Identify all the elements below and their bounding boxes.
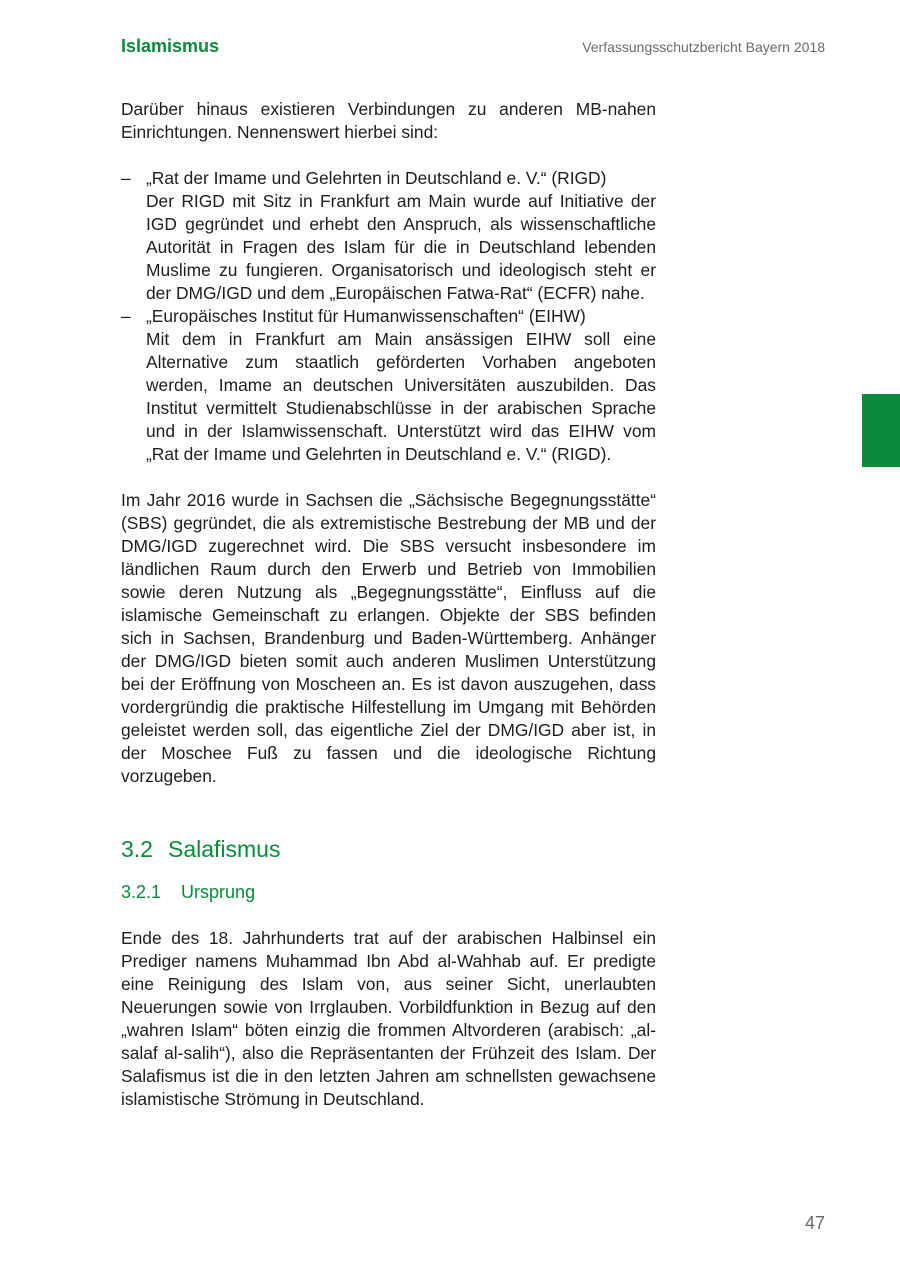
subsection-heading <box>121 880 656 904</box>
running-header-report: Verfassungsschutzbericht Bayern 2018 <box>582 39 825 55</box>
list-item <box>121 167 656 305</box>
page-number: 47 <box>804 1213 825 1233</box>
section-heading <box>121 834 656 864</box>
page-body <box>121 98 656 1111</box>
sbs-paragraph: Im Jahr 2016 wurde in Sachsen die „Sächsische Begegnungsstätte“ (SBS) gegründet, die als extremistische Bestrebung der MB und der DMG/IGD zugerechnet wird. Die SBS versucht insbesondere im ländlichen Raum durch den Erwerb und Betrieb von Immobilien sowie deren Nutzung als „Begegnungsstätte“, Einfluss auf die islamische Gemeinschaft zu erlangen. Objekte der SBS befinden sich in Sachsen, Brandenburg und Baden-Württemberg. Anhänger der DMG/IGD bieten somit auch anderen Muslimen Unterstützung bei der Eröffnung von Moscheen an. Es ist davon auszugehen, dass vordergründig die praktische Hilfestellung im Umgang mit Behörden geleistet werden soll, das eigentliche Ziel der DMG/IGD aber ist, in der Moschee Fuß zu fassen und die ideologische Richtung vorzugeben. <box>121 490 656 786</box>
list-dash: – <box>121 306 131 326</box>
list-item-title: „Rat der Imame und Gelehrten in Deutschland e. V.“ (RIGD) <box>146 168 607 188</box>
origin-paragraph: Ende des 18. Jahrhunderts trat auf der arabischen Halbinsel ein Prediger namens Muhammad Ibn Abd al-Wahhab auf. Er predigte eine Reinigung des Islam von, aus seiner Sicht, unerlaubten Neuerungen sowie von Irrglauben. Vorbildfunktion in Bezug auf den „wahren Islam“ böten einzig die frommen Altvorderen (arabisch: „al-salaf al-salih“), also die Repräsentanten der Frühzeit des Islam. Der Salafismus ist die in den letzten Jahren am schnellsten gewachsene islamistische Strömung in Deutschland. <box>121 928 656 1109</box>
running-header-section: Islamismus <box>121 36 220 56</box>
list-item <box>121 305 656 466</box>
subsection-number: 3.2.1 <box>121 882 162 902</box>
chapter-thumb-tab <box>862 394 900 467</box>
intro-paragraph: Darüber hinaus existieren Verbindungen zu anderen MB-nahen Einrichtungen. Nennenswert hierbei sind: <box>121 99 656 142</box>
section-title: Salafismus <box>167 836 281 862</box>
list-item-title: „Europäisches Institut für Humanwissenschaften“ (EIHW) <box>146 306 586 326</box>
list-item-text: Mit dem in Frankfurt am Main ansässigen EIHW soll eine Alternative zum staatlich geförderten Vorhaben angeboten werden, Imame an deutschen Universitäten auszubilden. Das Institut vermittelt Studienabschlüsse in der arabischen Sprache und in der Islamwissenschaft. Unterstützt wird das EIHW vom „Rat der Imame und Gelehrten in Deutschland e. V.“ (RIGD). <box>146 329 656 464</box>
section-number: 3.2 <box>121 836 153 862</box>
list-item-text: Der RIGD mit Sitz in Frankfurt am Main wurde auf Initiative der IGD gegründet und erhebt den Anspruch, als wissenschaftliche Autorität in Fragen des Islam für die in Deutschland lebenden Muslime zu fungieren. Organisatorisch und ideologisch steht er der DMG/IGD und dem „Europäischen Fatwa-Rat“ (ECFR) nahe. <box>146 191 656 303</box>
list-dash: – <box>121 168 131 188</box>
organization-list <box>121 167 656 466</box>
subsection-title: Ursprung <box>181 882 256 902</box>
